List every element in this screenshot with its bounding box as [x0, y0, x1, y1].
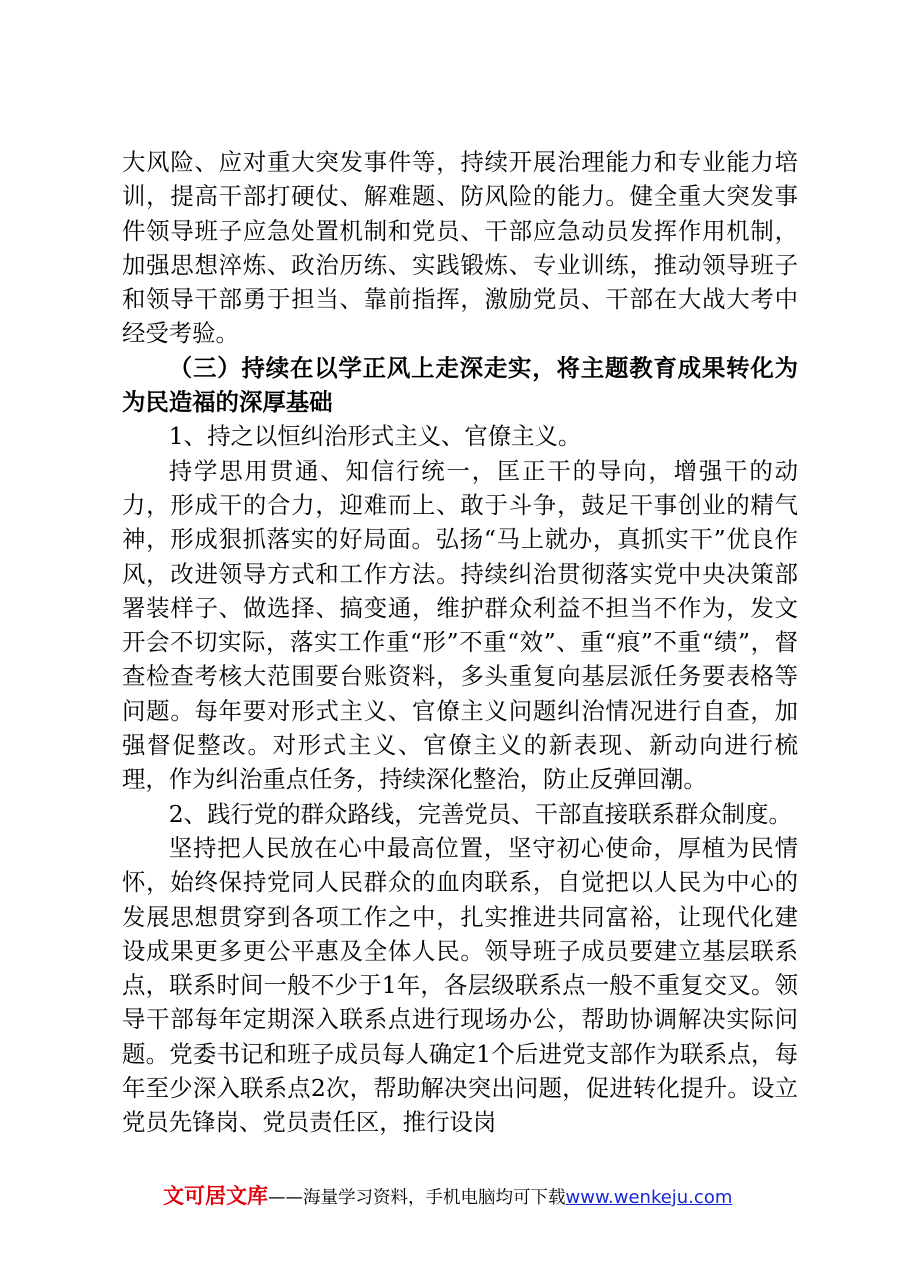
brand-name: 文可居文库 — [163, 1184, 268, 1208]
document-body — [122, 145, 798, 1140]
paragraph-formalism: 持学思用贯通、知信行统一，匡正干的导向，增强干的动力，形成干的合力，迎难而上、敢于斗争，鼓足干事创业的精气神，形成狠抓落实的好局面。弘扬“马上就办，真抓实干”优良作风，改进领导方式和工作方法。持续纠治贯彻落实党中央决策部署装样子、做选择、搞变通，维护群众利益不担当不作为，发文开会不切实际，落实工作重“形”不重“效”、重“痕”不重“绩”，督查检查考核大范围要台账资料，多头重复向基层派任务要表格等问题。每年要对形式主义、官僚主义问题纠治情况进行自查，加强督促整改。对形式主义、官僚主义的新表现、新动向进行梳理，作为纠治重点任务，持续深化整治，防止反弹回潮。 — [122, 456, 798, 794]
page-footer — [163, 1183, 783, 1211]
website-link[interactable]: www.wenkeju.com — [565, 1187, 733, 1208]
subsection-heading-2: 2、践行党的群众路线，完善党员、干部直接联系群众制度。 — [168, 799, 792, 828]
paragraph-mass-line: 坚持把人民放在心中最高位置，坚守初心使命，厚植为民情怀，始终保持党同人民群众的血肉联系，自觉把以人民为中心的发展思想贯穿到各项工作之中，扎实推进共同富裕，让现代化建设成果更多更公平惠及全体人民。领导班子成员要建立基层联系点，联系时间一般不少于1年，各层级联系点一般不重复交叉。领导干部每年定期深入联系点进行现场办公，帮助协调解决实际问题。党委书记和班子成员每人确定1个后进党支部作为联系点，每年至少深入联系点2次，帮助解决突出问题，促进转化提升。设立党员先锋岗、党员责任区，推行设岗 — [122, 833, 798, 1137]
paragraph-continuation: 大风险、应对重大突发事件等，持续开展治理能力和专业能力培训，提高干部打硬仗、解难题、防风险的能力。健全重大突发事件领导班子应急处置机制和党员、干部应急动员发挥作用机制，加强思想淬炼、政治历练、实践锻炼、专业训练，推动领导班子和领导干部勇于担当、靠前指挥，激励党员、干部在大战大考中经受考验。 — [122, 148, 798, 348]
section-heading: （三）持续在以学正风上走深走实，将主题教育成果转化为为民造福的深厚基础 — [122, 353, 798, 417]
footer-tagline: ——海量学习资料，手机电脑均可下载 — [268, 1188, 566, 1208]
subsection-heading-1: 1、持之以恒纠治形式主义、官僚主义。 — [168, 422, 582, 451]
